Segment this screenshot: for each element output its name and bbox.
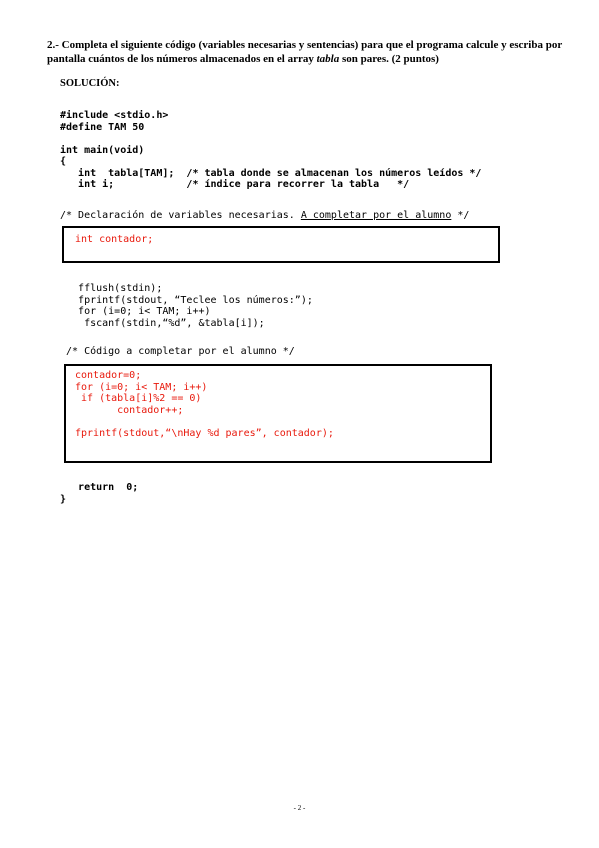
solution-label: SOLUCIÓN: — [60, 78, 120, 89]
code-input-loop — [60, 283, 313, 329]
comment-code: /* Código a completar por el alumno */ — [60, 346, 295, 357]
page-number: - 2 - — [293, 804, 306, 812]
answer-line: contador=0; — [75, 370, 142, 381]
comment-declarations-prefix: /* Declaración de variables necesarias. — [60, 210, 301, 221]
code-footer — [60, 482, 138, 505]
question-text — [47, 38, 567, 66]
question-emphasis: tabla — [316, 53, 340, 65]
answer-line — [75, 416, 334, 428]
comment-declarations — [60, 210, 469, 222]
code-fprintf-prompt: fprintf(stdout, “Teclee los números:”); — [60, 294, 313, 306]
answer-line: if (tabla[i]%2 == 0) — [75, 393, 202, 404]
code-blank — [60, 133, 481, 145]
code-define: #define TAM 50 — [60, 121, 145, 133]
code-for-read: for (i=0; i< TAM; i++) — [60, 306, 211, 317]
code-fflush: fflush(stdin); — [60, 283, 163, 294]
answer-code — [75, 370, 334, 439]
answer-line: contador++; — [75, 404, 184, 416]
code-open-brace: { — [60, 156, 67, 167]
code-fscanf: fscanf(stdin,“%d”, &tabla[i]); — [60, 317, 265, 329]
answer-line: fprintf(stdout,“\nHay %d pares”, contador); — [75, 427, 334, 439]
code-declaration-i: int i; /* índice para recorrer la tabla */ — [60, 179, 410, 190]
comment-declarations-underlined: A completar por el alumno — [300, 210, 452, 221]
question-number: 2.- — [47, 39, 59, 51]
code-return: return 0; — [60, 482, 139, 493]
question-body: Completa el siguiente código (variables necesarias y sentencias) para que el programa calcule y escriba por pantalla cuántos de los números almacenados en el array — [47, 39, 563, 65]
code-declaration-tabla: int tabla[TAM]; /* tabla donde se almacenan los números leídos */ — [60, 167, 482, 179]
code-main-signature: int main(void) — [60, 144, 145, 156]
question-points: son pares. (2 puntos) — [339, 53, 439, 65]
answer-declarations: int contador; — [75, 234, 154, 245]
code-header — [60, 110, 481, 191]
answer-line: for (i=0; i< TAM; i++) — [75, 381, 208, 393]
code-include: #include <stdio.h> — [60, 110, 169, 121]
comment-declarations-suffix: */ — [451, 210, 470, 221]
code-close-brace: } — [60, 493, 67, 505]
